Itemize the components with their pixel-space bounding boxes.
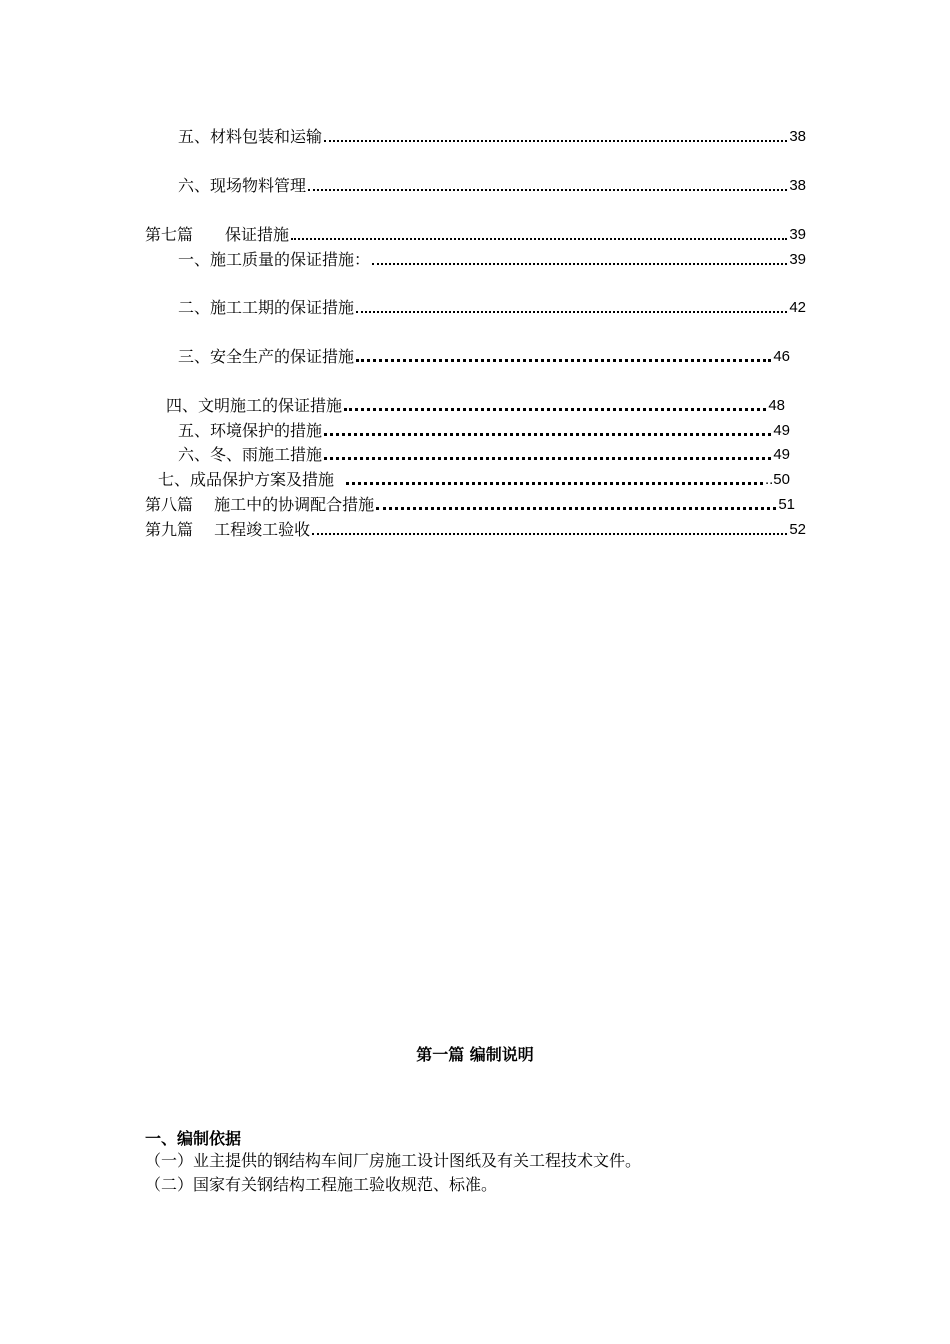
- toc-leader: [291, 238, 787, 240]
- toc-entry-page: 52: [789, 521, 806, 538]
- toc-leader: [376, 507, 776, 510]
- toc-entry: [145, 224, 806, 246]
- toc-entry-label: 第八篇 施工中的协调配合措施: [145, 495, 375, 514]
- toc-leader: [372, 263, 787, 265]
- toc-leader: [356, 359, 771, 362]
- toc-entry: [145, 126, 806, 148]
- toc-leader: [324, 457, 771, 460]
- toc-entry-label: 七、成品保护方案及措施: [158, 470, 335, 489]
- toc-entry-page: 46: [773, 348, 790, 365]
- paragraph: （一）业主提供的钢结构车间厂房施工设计图纸及有关工程技术文件。: [145, 1151, 642, 1170]
- toc-entry-label: 第七篇 保证措施: [145, 225, 290, 244]
- toc-entry: [145, 346, 790, 368]
- toc-entry-label: 一、施工质量的保证措施：: [178, 250, 371, 269]
- toc-entry-page: 39: [789, 226, 806, 243]
- toc-entry-page: 49: [773, 446, 790, 463]
- toc-entry-label: 六、冬、雨施工措施: [178, 445, 323, 464]
- toc-entry-page: 38: [789, 128, 806, 145]
- section-title: 第一篇 编制说明: [416, 1045, 534, 1064]
- toc-entry-label: 二、施工工期的保证措施: [178, 298, 355, 317]
- toc-entry: [145, 249, 806, 271]
- toc-leader: [344, 408, 766, 411]
- toc-entry-page: 39: [789, 251, 806, 268]
- toc-entry-page: 51: [778, 496, 795, 513]
- toc-entry-page: ..50: [764, 471, 790, 488]
- toc-entry-label: 第九篇 工程竣工验收: [145, 520, 311, 539]
- toc-leader: [308, 189, 787, 191]
- toc-entry-label: 六、现场物料管理: [178, 176, 307, 195]
- toc-entry-label: 三、安全生产的保证措施: [178, 347, 355, 366]
- toc-entry-page: 48: [768, 397, 785, 414]
- toc-leader: [346, 482, 763, 485]
- toc-leader: [324, 140, 787, 142]
- toc-entry: [145, 469, 790, 491]
- section-heading: 一、编制依据: [145, 1129, 242, 1148]
- toc-leader: [324, 433, 771, 436]
- toc-entry: [145, 444, 790, 466]
- toc-leader: [312, 533, 787, 535]
- toc-leader: [356, 311, 787, 313]
- toc-entry: [145, 420, 790, 442]
- toc-entry-label: 四、文明施工的保证措施: [166, 396, 343, 415]
- toc-entry-label: 五、环境保护的措施: [178, 421, 323, 440]
- toc-entry: [145, 395, 785, 417]
- paragraph: （二）国家有关钢结构工程施工验收规范、标准。: [145, 1175, 498, 1194]
- toc-entry: [145, 519, 806, 541]
- toc-entry-label: 五、材料包装和运输: [178, 127, 323, 146]
- toc-entry-page: 42: [789, 299, 806, 316]
- toc-entry-page: 49: [773, 422, 790, 439]
- toc-entry: [145, 175, 806, 197]
- toc-entry: [145, 297, 806, 319]
- toc-entry: [145, 494, 795, 516]
- toc-entry-page: 38: [789, 177, 806, 194]
